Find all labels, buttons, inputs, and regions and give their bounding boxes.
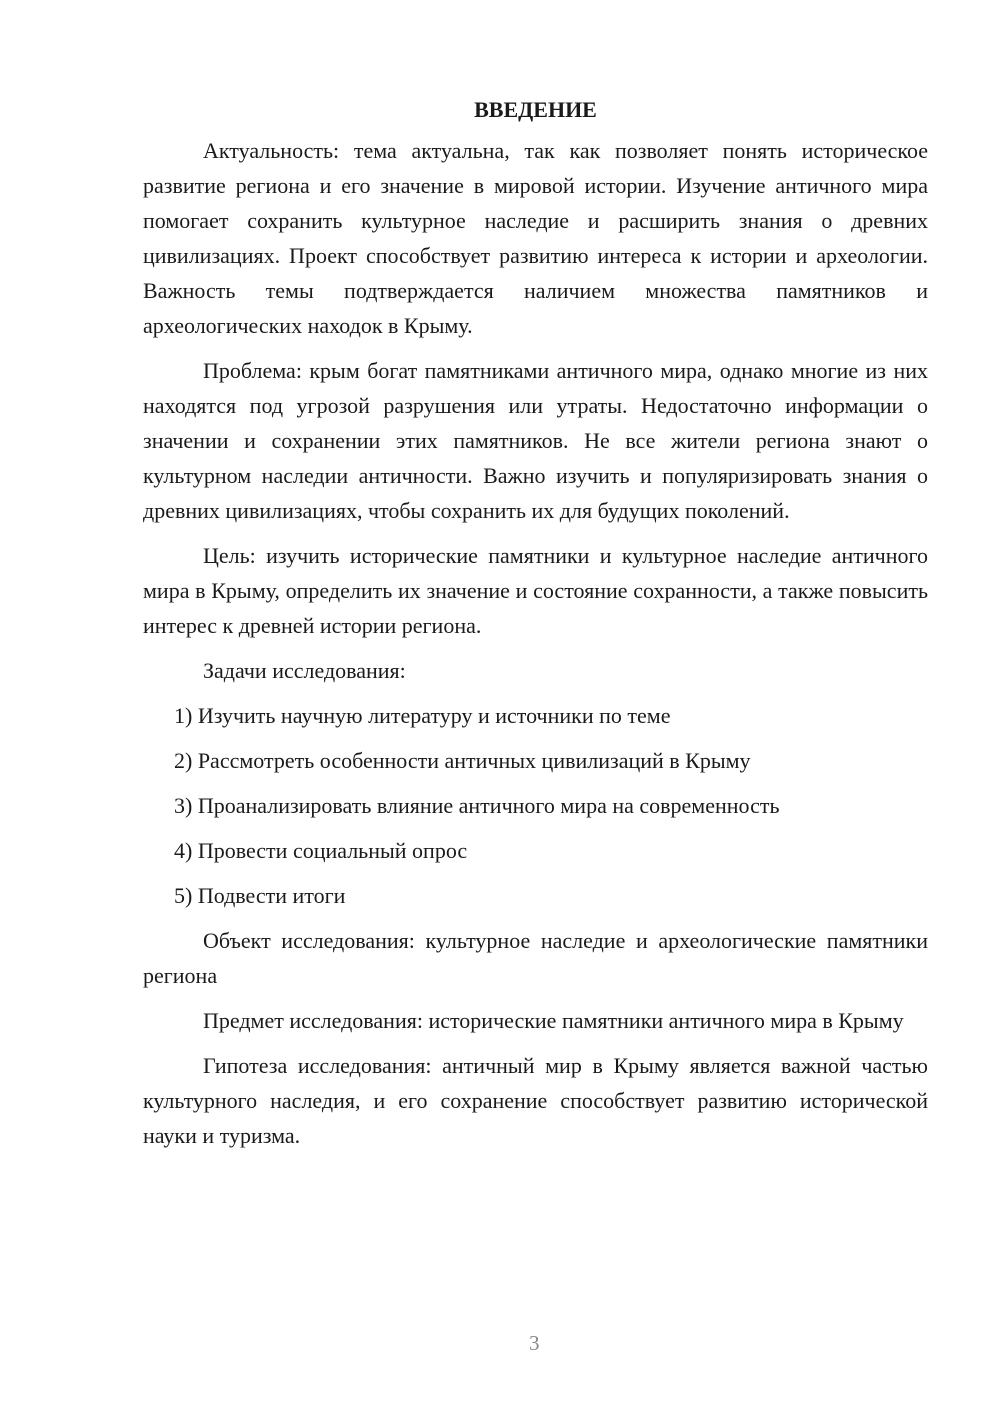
subject-paragraph: Предмет исследования: исторические памятники античного мира в Крыму xyxy=(203,1008,904,1033)
tasks-heading: Задачи исследования: xyxy=(203,658,406,683)
problem-paragraph: Проблема: крым богат памятниками античного мира, однако многие из них находятся под угрозой разрушения или утраты. Недостаточно информации о значении и сохранении этих памятников. Не все жители региона знают о культурном наследии античности. Важно изучить и популяризировать знания о древних цивилизациях, чтобы сохранить их для будущих поколений. xyxy=(143,358,928,523)
page-number: 3 xyxy=(529,1331,540,1355)
page-title: ВВЕДЕНИЕ xyxy=(474,97,597,122)
list-item: 5) Подвести итоги xyxy=(174,883,346,908)
goal-paragraph: Цель: изучить исторические памятники и культурное наследие античного мира в Крыму, определить их значение и состояние сохранности, а также повысить интерес к древней истории региона. xyxy=(143,543,928,638)
object-paragraph: Объект исследования: культурное наследие и археологические памятники региона xyxy=(143,928,928,988)
relevance-paragraph: Актуальность: тема актуальна, так как позволяет понять историческое развитие региона и его значение в мировой истории. Изучение античного мира помогает сохранить культурное наследие и расширить знания о древних цивилизациях. Проект способствует развитию интереса к истории и археологии. Важность темы подтверждается наличием множества памятников и археологических находок в Крыму. xyxy=(143,138,928,338)
list-item: 2) Рассмотреть особенности античных цивилизаций в Крыму xyxy=(174,748,751,773)
list-item: 4) Провести социальный опрос xyxy=(174,838,468,863)
hypothesis-paragraph: Гипотеза исследования: античный мир в Крыму является важной частью культурного наследия, и его сохранение способствует развитию исторической науки и туризма. xyxy=(143,1053,928,1148)
list-item: 3) Проанализировать влияние античного мира на современность xyxy=(174,793,780,818)
list-item: 1) Изучить научную литературу и источники по теме xyxy=(174,703,671,728)
tasks-list xyxy=(143,698,928,913)
document-page xyxy=(143,92,928,1163)
